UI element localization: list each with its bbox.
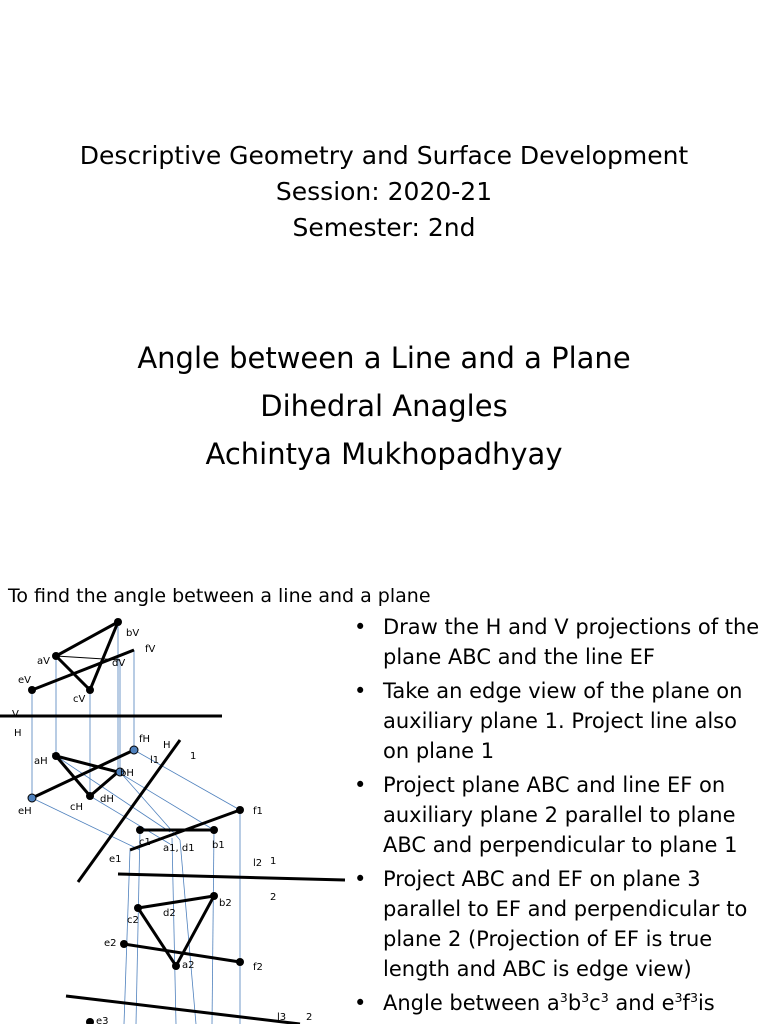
plane-abc-front: [56, 622, 118, 690]
label-f2: f2: [253, 962, 263, 973]
label-c2: c2: [127, 915, 139, 926]
topic-line-plane: Angle between a Line and a Plane: [137, 341, 631, 375]
label-c1: c1: [139, 837, 151, 848]
label-l1: l1: [150, 755, 160, 766]
bullet-dot: •: [354, 615, 367, 639]
auxiliary-axis-2: [118, 874, 345, 880]
topic-dihedral: Dihedral Anagles: [260, 389, 508, 423]
bullet-item: • Project plane ABC and line EF on auxiliary plane 2 parallel to plane ABC and perpendicular to plane 1: [352, 770, 762, 860]
label-b1: b1: [212, 840, 225, 851]
projection-diagram: [0, 608, 345, 1024]
label-e2: e2: [104, 938, 117, 949]
label-cv: cV: [73, 694, 86, 705]
label-fh: fH: [139, 734, 151, 745]
bullet-list: [352, 612, 762, 1022]
label-l3: l3: [277, 1012, 287, 1023]
label-a2: a2: [182, 960, 195, 971]
label-h-plane: H: [14, 728, 22, 739]
bullet-dot: •: [354, 679, 367, 703]
label-plane-2-mid: 2: [270, 892, 277, 903]
auxiliary-axis-1: [78, 740, 180, 882]
label-a1-d1: a1, d1: [163, 843, 195, 854]
label-b2: b2: [219, 898, 232, 909]
label-plane-2-bottom: 2: [306, 1012, 313, 1023]
course-title: Descriptive Geometry and Surface Development: [79, 141, 689, 170]
label-ch: cH: [70, 802, 84, 813]
label-bv: bV: [126, 628, 140, 639]
label-fv: fV: [145, 644, 156, 655]
label-plane-1-mid: 1: [270, 856, 277, 867]
bullet-item: • Project ABC and EF on plane 3 parallel to EF and perpendicular to plane 2 (Projection of EF is true length and ABC is edge view): [352, 864, 762, 984]
label-eh: eH: [18, 806, 32, 817]
diagram-labels: [12, 628, 312, 1024]
semester-text: Semester: 2nd: [292, 213, 476, 242]
bullet-dot: •: [354, 773, 367, 797]
label-v-plane: V: [12, 709, 19, 720]
label-e1: e1: [109, 854, 122, 865]
label-av: aV: [37, 656, 50, 667]
label-h-axis: H: [163, 740, 171, 751]
section-heading: To find the angle between a line and a plane: [8, 585, 431, 607]
subtitle-block: [0, 334, 768, 478]
label-bh: bH: [120, 768, 134, 779]
bullet-dot: •: [354, 991, 367, 1015]
label-f1: f1: [253, 806, 263, 817]
title-block: [0, 138, 768, 246]
bullet-dot: •: [354, 867, 367, 891]
bullet-item: • Angle between $a^3b^3c^3$ and $e^3f^3is$: [352, 988, 762, 1018]
session-text: Session: 2020-21: [275, 177, 493, 206]
label-l2: l2: [253, 858, 263, 869]
projector-lines: [32, 622, 240, 1024]
author-name: Achintya Mukhopadhyay: [205, 437, 563, 471]
label-plane-1-top: 1: [190, 751, 197, 762]
label-dh: dH: [100, 794, 114, 805]
label-ah: aH: [34, 756, 48, 767]
label-d2: d2: [163, 908, 176, 919]
bullet-item: • Draw the H and V projections of the plane ABC and the line EF: [352, 612, 762, 672]
label-e3: e3: [96, 1016, 109, 1024]
label-dv: dV: [112, 658, 126, 669]
bullet-item: • Take an edge view of the plane on auxiliary plane 1. Project line also on plane 1: [352, 676, 762, 766]
label-ev: eV: [18, 675, 31, 686]
